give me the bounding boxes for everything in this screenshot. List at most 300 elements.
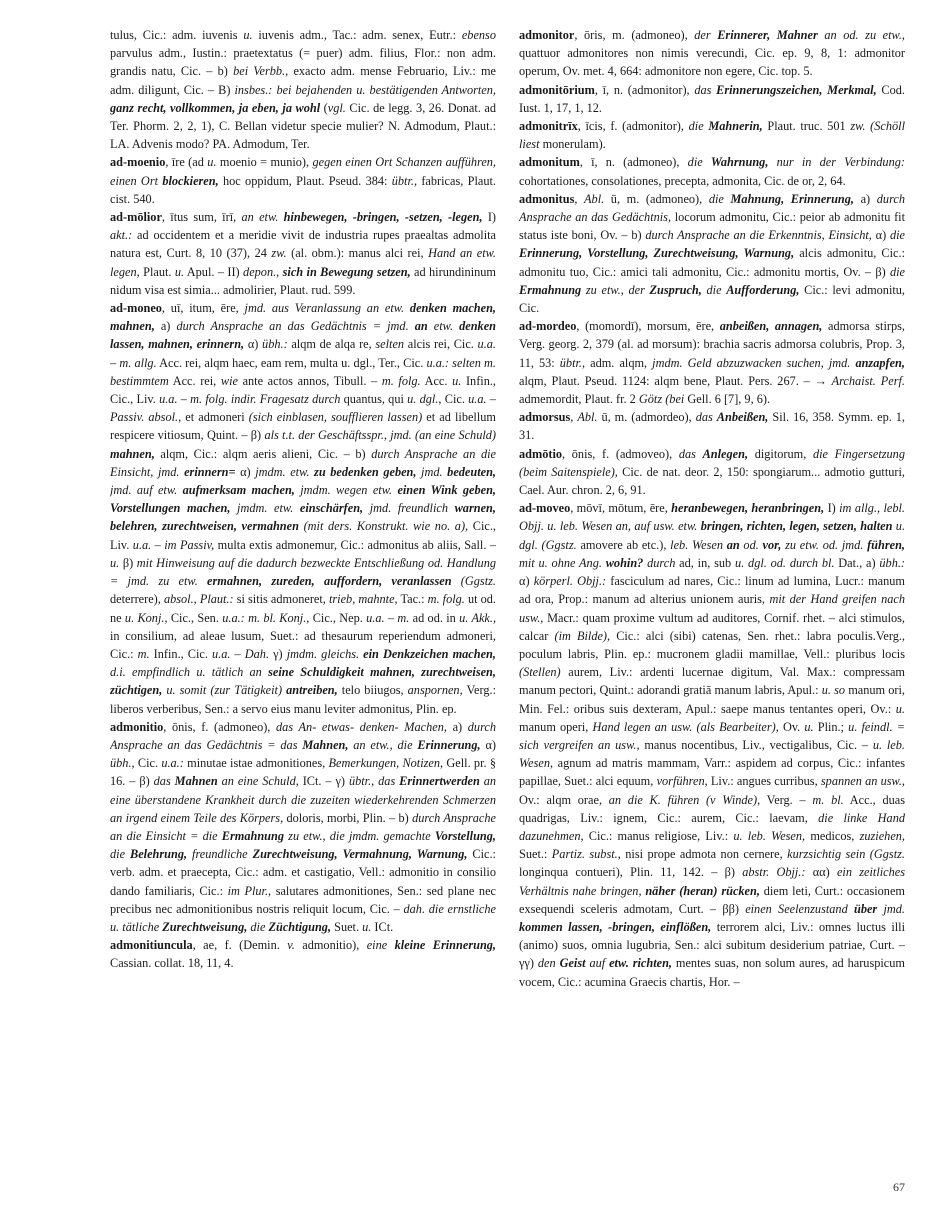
italic-text: übtr., xyxy=(391,173,418,188)
italic-text: mit u. ohne Ang. xyxy=(519,555,606,570)
italic-text: das xyxy=(695,410,717,425)
entry-text: Cod. Iust. 1, 17, 1, 12. xyxy=(519,82,905,115)
entry-text: admorsa stirps, Verg. georg. 2, 379 (al. ad morsum): brachia sacris admorsa colubris, Prop. 3, 11, 53: xyxy=(519,319,905,370)
italic-text: Partiz. subst., xyxy=(551,847,621,862)
bold-italic-text: wohin? xyxy=(605,555,644,570)
entry-text: , mōvī, mōtum, ēre, xyxy=(570,501,672,516)
italic-text: jmd. xyxy=(416,464,448,479)
dictionary-entry xyxy=(110,718,496,936)
italic-text: Hand legen an usw. (als Bearbeiter), xyxy=(592,719,779,734)
italic-text: das An- etwas- denken- Machen, xyxy=(276,719,447,734)
entry-text: medicos, xyxy=(805,828,860,843)
entry-text: ICt. – γ) xyxy=(298,774,349,789)
bold-italic-text: an xyxy=(414,319,428,334)
entry-text: Acc., duas quadrigas, Liv.: ignem, Cic.: aurem, Cic.: laevam, xyxy=(519,792,905,825)
bold-italic-text: Erinnerer, Mahner xyxy=(717,28,818,42)
italic-text: jmd. aus Veranlassung an etw. xyxy=(244,301,410,316)
entry-text: salutares admonitiones, Sen.: sed plane nec precibus nec admonitionibus nostris reliquit locum, Cic. – xyxy=(110,883,496,916)
entry-text: γ) xyxy=(269,646,287,661)
italic-text: depon., xyxy=(243,264,283,279)
entry-text: I) xyxy=(824,501,840,516)
bold-italic-text: heranbewegen, heranbringen, xyxy=(671,501,825,516)
entry-text: amovere ab etc.), xyxy=(576,537,671,552)
headword: admonitio xyxy=(110,719,164,734)
bold-italic-text: Mahnung, Erinnerung, xyxy=(730,191,854,206)
italic-text: spannen an usw., xyxy=(820,774,905,789)
italic-text: den xyxy=(537,956,560,971)
italic-text: jmdm. etw. xyxy=(255,464,315,479)
entry-text: , ī, n. (admoneo), xyxy=(579,155,688,170)
entry-text: Verg. – xyxy=(760,792,813,807)
entry-text: hoc oppidum, Plaut. Pseud. 384: xyxy=(218,173,392,188)
italic-text: u. xyxy=(110,555,120,570)
entry-text: quattuor admonitores non nimis verecundi, Cic. ep. 9, 8, 1: admonitor operum, Ov. met. 4, 664: admonitore non egere, Cic. top. 5. xyxy=(519,46,905,79)
bold-italic-text: etw. richten, xyxy=(605,956,672,971)
italic-text: durch Ansprache an das Gedächtnis = jmd. xyxy=(176,319,415,334)
entry-text: Cic.: manus religiose, Liv.: xyxy=(583,828,734,843)
entry-text: alcis admonitu, Cic.: admonitu tuo, Cic.: amici tali admonitu, Cic.: admonitu mortis, Ov. – β) xyxy=(519,246,905,279)
entry-text: manus nocentibus, Liv., vectigalibus, Cic. – xyxy=(639,737,873,752)
bold-italic-text: anbeißen, annagen, xyxy=(719,319,823,334)
entry-text: Plaut. truc. 501 xyxy=(762,119,851,134)
entry-text: admemordit, Plaut. fr. 2 xyxy=(519,392,639,407)
headword: admonitōrium xyxy=(519,82,595,97)
bold-italic-text: führen, xyxy=(867,537,905,552)
italic-text: Abl. xyxy=(577,410,598,425)
entry-text: telo biiugos, xyxy=(337,683,408,698)
entry-text: Cic. de legg. 3, 26. Donat. ad Ter. Phorm. 2, 2, 1), C. Bellan videtur specie mulier? N. Admodum, Plaut.: LA. Advenis modo? PA. Admodum, Ter. xyxy=(110,100,496,152)
italic-text: u.a. – m. folg. indir. Fragesatz durch xyxy=(159,392,341,407)
dictionary-entry xyxy=(110,299,496,718)
italic-text: die xyxy=(889,228,905,243)
entry-text: ad od. in xyxy=(409,610,460,625)
italic-text: die xyxy=(701,282,727,297)
dictionary-entry xyxy=(519,408,905,444)
italic-text: abstr. Objj.: xyxy=(742,865,806,880)
italic-text: durch Ansprache an die Einsicht, jmd. xyxy=(110,446,496,479)
bold-italic-text: aufmerksam machen, xyxy=(182,483,295,498)
italic-text: die xyxy=(110,847,130,862)
bold-italic-text: anzapfen, xyxy=(855,355,905,370)
headword: admōtio xyxy=(519,446,563,461)
entry-text: a) xyxy=(446,719,468,734)
entry-text: quantus, qui xyxy=(340,392,408,407)
headword: ad-moneo xyxy=(110,301,162,316)
italic-text: als t.t. der Geschäftsspr., jmd. (an eine Schuld) xyxy=(264,428,496,443)
italic-text: die Fingersetzung (beim Saitenspiele), xyxy=(519,446,905,479)
bold-italic-text: Ermahnung xyxy=(519,282,582,297)
italic-text: die xyxy=(687,155,711,170)
bold-italic-text: seine Schuldigkeit mahnen, zurechtweisen, züchtigen, xyxy=(110,665,496,698)
entry-text: doloris, morbi, Plin. – b) xyxy=(283,810,413,825)
italic-text: Bemerkungen, Notizen, xyxy=(328,756,444,771)
entry-text: Sil. 16, 358. Symm. ep. 1, 31. xyxy=(519,410,905,443)
entry-text: et ad libellum respicere vitiosum, Quint. – β) xyxy=(110,410,496,443)
entry-text: Suet.: xyxy=(519,847,552,862)
entry-text: mentes suas, non solum aures, ad haruspicum vocem, Cic.: acumina Graecis chartis, Hor. – xyxy=(519,956,905,989)
italic-text: durch Ansprache an die Einsicht = die xyxy=(110,810,496,843)
italic-text: zu etw. od. jmd. xyxy=(781,537,868,552)
entry-text: ad hirundininum nidum visa est simia... admolirier, Plaut. rud. 599. xyxy=(110,264,496,297)
entry-text: tulus, Cic.: adm. iuvenis xyxy=(110,28,244,42)
italic-text: ebenso xyxy=(461,28,496,42)
bold-italic-text: sich in Bewegung setzen, xyxy=(282,264,411,279)
italic-text: zu etw., die jmdm. gemachte xyxy=(284,828,435,843)
entry-text: , īcis, f. (admonitor), xyxy=(577,119,689,134)
italic-text: zuziehen, xyxy=(859,828,905,843)
italic-text: v. xyxy=(287,938,295,953)
entry-text: deterrere), xyxy=(110,592,164,607)
dictionary-entry xyxy=(519,153,905,189)
italic-text: u. so xyxy=(821,683,846,698)
entry-text: Gell. pr. § 16. – β) xyxy=(110,756,496,789)
bold-italic-text: denken lassen, mahnen, erinnern, xyxy=(110,319,496,352)
entry-text: ( xyxy=(320,100,328,115)
entry-text: a) xyxy=(853,191,877,206)
italic-text: im allg., lebl. Objj. u. leb. Wesen an, auf usw. etw. xyxy=(519,501,905,534)
entry-text: Cic. xyxy=(441,392,469,407)
bold-italic-text: hinbewegen, -bringen, -setzen, -legen, xyxy=(283,210,483,225)
italic-text: an eine Schuld, xyxy=(217,774,299,789)
entry-text: ICt. xyxy=(371,919,394,934)
entry-text: , ītus sum, īrī, xyxy=(161,210,242,225)
entry-text: α) xyxy=(871,228,890,243)
italic-text: anspornen, xyxy=(407,683,463,698)
italic-text: übtr., xyxy=(559,355,586,370)
italic-text: jmdm. Geld abzuzwacken suchen, jmd. xyxy=(652,355,856,370)
entry-text: Liv.: angues curribus, xyxy=(707,774,821,789)
entry-text: ante actos annos, Tibull. – xyxy=(237,373,382,388)
italic-text: einen Seelenzustand xyxy=(745,901,854,916)
italic-text: selten xyxy=(375,337,405,352)
bold-italic-text: Zurechtweisung, Vermahnung, Warnung, xyxy=(252,847,468,862)
entry-text: Acc. rei, alqm haec, eam rem, multa u. dgl., Ter., Cic. xyxy=(156,355,427,370)
italic-text: im Plur., xyxy=(227,883,272,898)
italic-text: jmdm. wegen etw. xyxy=(294,483,398,498)
italic-text: jmdm. etw. xyxy=(230,501,300,516)
entry-text: Plin.; xyxy=(813,719,849,734)
entry-text: Cic.: alci (sibi) catenas, Sen. rhet.: labra poculis.Verg., poculum labris, Plin. ep.: mucronem gladii mamillae, Vell.: pluribus locis xyxy=(519,628,905,661)
entry-text: Suet. xyxy=(331,919,363,934)
italic-text: u. xyxy=(174,264,185,279)
italic-text: jmd. auf etw. xyxy=(110,483,183,498)
italic-text: eine xyxy=(366,938,395,953)
italic-text: übh.: xyxy=(262,337,288,352)
entry-text: , īre (ad xyxy=(165,155,208,170)
entry-text: cohortationes, consolationes, precepta, admonita, Cic. de or, 2, 64. xyxy=(519,173,846,188)
entry-text: terrorem alci, Liv.: omnes luctus illi (animo) suos, omnia lugubria, Sen.: alci subitum desiderium patriae, Curt. – γγ) xyxy=(519,919,905,971)
italic-text: u.a. – m. xyxy=(366,610,410,625)
italic-text: an od. zu etw., xyxy=(817,28,905,42)
entry-text: exacto adm. mense Februario, Liv.: me adm. diligunt, Cic. – B) xyxy=(110,64,496,97)
italic-text: jmd. freundlich xyxy=(363,501,455,516)
bold-italic-text: einschärfen, xyxy=(299,501,364,516)
italic-text: die xyxy=(889,264,905,279)
italic-text: u. leb. Wesen, xyxy=(519,737,905,771)
italic-text: Hand an etw. legen, xyxy=(110,246,496,279)
italic-text: (Stellen) xyxy=(519,665,561,680)
entry-text: Macr.: quam proxime vultum ad auditores, Cornif. rhet. – alci stimulos, calcar xyxy=(519,610,905,643)
bold-italic-text: einen Wink geben, Vorstellungen machen, xyxy=(110,483,496,516)
italic-text: (sich einblasen, soufflieren lassen) xyxy=(248,410,423,425)
italic-text: kurzsichtig sein (Ggstz. xyxy=(787,847,905,862)
italic-text: Götz (bei xyxy=(638,392,685,407)
entry-text: αα) xyxy=(805,865,837,880)
entry-text: alcis rei, Cic. xyxy=(404,337,478,352)
entry-text: Cic., Liv. xyxy=(110,519,496,552)
bold-italic-text: bedeuten, xyxy=(447,464,496,479)
bold-italic-text: näher (heran) rücken, xyxy=(645,883,760,898)
bold-italic-text: Ermahnung xyxy=(221,828,285,843)
entry-text: et admoneri xyxy=(181,410,249,425)
italic-text: u.a. – im Passiv, xyxy=(132,537,215,552)
italic-text: u. dgl., xyxy=(407,392,442,407)
entry-text: Cic., Nep. xyxy=(309,610,367,625)
dictionary-entry xyxy=(519,81,905,117)
italic-text: u. Konj., xyxy=(124,610,168,625)
dictionary-entry xyxy=(110,936,496,972)
headword: admonitor xyxy=(519,28,575,42)
dictionary-entry xyxy=(519,26,905,81)
italic-text: bei Verbb., xyxy=(233,64,289,79)
italic-text: Abl. xyxy=(584,191,605,206)
bold-italic-text: Mahnen xyxy=(174,774,218,789)
entry-text: Cic. de nat. deor. 2, 150: spongiarum... admotio gutturi, Cael. Aur. chron. 2, 6, 91. xyxy=(519,464,905,498)
entry-text: , ōris, m. (admoneo), xyxy=(574,28,695,42)
entry-text: manum operi, xyxy=(519,719,593,734)
bold-italic-text: mahnen, xyxy=(110,446,155,461)
entry-text: monerulam). xyxy=(539,137,606,152)
italic-text: etw. xyxy=(427,319,460,334)
italic-text: mit der Hand greifen nach usw., xyxy=(519,592,905,625)
headword: admonitum xyxy=(519,155,580,170)
italic-text: jmd. xyxy=(877,901,905,916)
bold-italic-text: erinnern= xyxy=(184,464,236,479)
dictionary-entry xyxy=(519,445,905,500)
italic-text: auf xyxy=(585,956,606,971)
bold-italic-text: Züchtigung, xyxy=(268,919,332,934)
entry-text: ū, m. (admoneo), xyxy=(604,191,709,206)
italic-text: u. xyxy=(362,919,372,934)
entry-text: digitorum, xyxy=(748,446,813,461)
bold-italic-text: denken machen, mahnen, xyxy=(110,301,496,334)
bold-italic-text: vor, xyxy=(762,537,782,552)
italic-text: übtr., das xyxy=(348,774,400,789)
entry-text: Gell. 6 [7], 9, 6). xyxy=(684,392,771,407)
page-number: 67 xyxy=(893,1180,905,1194)
bold-italic-text: Belehrung, xyxy=(130,847,188,862)
italic-text: das xyxy=(153,774,175,789)
entry-text: alqm de alqa re, xyxy=(287,337,376,352)
italic-text: u. somit (zur Tätigkeit) xyxy=(162,683,287,698)
entry-text: nisi prope admota non cernere, xyxy=(620,847,788,862)
entry-text: Cic. xyxy=(134,756,162,771)
bold-italic-text: Anlegen, xyxy=(702,446,749,461)
entry-text: si sitis admoneret, xyxy=(233,592,329,607)
italic-text: die linke Hand dazunehmen, xyxy=(519,810,905,843)
italic-text: u. xyxy=(243,28,253,42)
headword: ad-mordeo xyxy=(519,319,577,334)
italic-text: körperl. Objj.: xyxy=(533,574,607,589)
bold-italic-text: ein Denkzeichen machen, xyxy=(363,646,496,661)
entry-text: α) xyxy=(244,337,263,352)
italic-text: u.a.: selten m. bestimmtem xyxy=(110,355,496,388)
italic-text: an die K. führen (v Winde), xyxy=(608,792,761,807)
italic-text: zw. xyxy=(271,246,287,261)
italic-text: (im Bilde), xyxy=(554,628,611,643)
italic-text: u.a. – Passiv. absol., xyxy=(110,392,496,425)
dictionary-entry xyxy=(519,499,905,990)
entry-text: Cic.: levi admonitu, Cic. xyxy=(519,282,905,316)
dictionary-entry xyxy=(110,26,496,153)
entry-text: multa extis admonemur, Cic.: admonitus ab aliis, Sall. – xyxy=(214,537,496,552)
entry-text: fasciculum ad nares, Cic.: linum ad lumina, Lucr.: manum ad ora, Prop.: manum ad alterius unionem auris, xyxy=(519,574,905,607)
italic-text: m. bl. xyxy=(812,792,844,807)
bold-italic-text: antreiben, xyxy=(286,683,338,698)
entry-text: α) xyxy=(235,464,256,479)
italic-text: durch Ansprache an das Gedächtnis, xyxy=(519,191,905,225)
dictionary-entry xyxy=(519,117,905,153)
entry-text: , ae, f. (Demin. xyxy=(192,938,288,953)
italic-text: → Archaist. Perf. xyxy=(814,373,905,388)
italic-text: trieb, mahnte, xyxy=(328,592,398,607)
entry-text: minutae istae admonitiones, xyxy=(183,756,329,771)
entry-text: iuvenis adm., Tac.: adm. senex, Eutr.: xyxy=(252,28,462,42)
entry-text: β) xyxy=(119,555,137,570)
entry-text: admonitio), xyxy=(294,938,367,953)
italic-text: u. xyxy=(207,155,217,170)
italic-text: insbes.: bei bejahenden u. bestätigenden Antworten, xyxy=(234,82,496,97)
entry-text: adm. alqm, xyxy=(585,355,653,370)
bold-italic-text: warnen, belehren, zurechtweisen, vermahnen xyxy=(110,501,496,534)
italic-text: vgl. xyxy=(327,100,346,115)
entry-text: ut od. ne xyxy=(110,592,496,625)
italic-text: zu etw., der xyxy=(581,282,650,297)
entry-text: , ōnis, f. (admoveo), xyxy=(562,446,679,461)
italic-text: absol., Plaut.: xyxy=(163,592,234,607)
italic-text: nur in der Verbindung: xyxy=(768,155,905,170)
bold-italic-text: Erinnerung, xyxy=(417,737,481,752)
entry-text: in consilium, ad aleae lusum, Suet.: ad thesaurum reperiendum admoneri, Cic.: xyxy=(110,628,496,661)
entry-text: Ov.: alqm orae, xyxy=(519,792,609,807)
entry-text: , ōnis, f. (admoneo), xyxy=(163,719,277,734)
italic-text: ein zeitliches Verhältnis nahe bringen, xyxy=(519,865,905,898)
italic-text: u. Akk., xyxy=(459,610,496,625)
entry-text: I) xyxy=(482,210,496,225)
italic-text: zw. (Schöll liest xyxy=(519,119,905,152)
entry-text: ad, in, sub xyxy=(675,555,736,570)
entry-text: , xyxy=(570,410,578,425)
entry-text: , ī, n. (admonitor), xyxy=(594,82,695,97)
italic-text: u. xyxy=(452,373,462,388)
entry-text: Infin., Cic. xyxy=(149,646,213,661)
italic-text: an eine überstandene Krankheit durch die zuzeiten wiederkehrenden Schmerzen an irgend einem Teile des Körpers, xyxy=(110,774,496,825)
headword: admorsus xyxy=(519,410,571,425)
italic-text: mit Hinweisung auf die dadurch bezweckte Entschließung od. Handlung = jmd. zu etw. xyxy=(110,555,496,589)
italic-text: übh., xyxy=(110,756,135,771)
italic-text: d.i. empfindlich u. tätlich an xyxy=(110,665,269,680)
italic-text: die xyxy=(688,119,709,134)
entry-text: , xyxy=(574,191,585,206)
entry-text: aurem, Liv.: ardenti lucernae digitum, Val. Max.: compressam manum pectori, Quint.: adorandi gratiā manum labris, Apul.: xyxy=(519,665,905,698)
headword: ad-moveo xyxy=(519,501,571,516)
entry-text: Plaut. xyxy=(139,264,175,279)
italic-text: freundliche xyxy=(187,847,253,862)
bold-italic-text: blockieren, xyxy=(162,173,219,188)
italic-text: m. xyxy=(137,646,150,661)
bold-italic-text: Anbeißen, xyxy=(716,410,769,425)
entry-text: Ov. xyxy=(778,719,805,734)
italic-text: u. feindl. = sich vergreifen an usw., xyxy=(519,719,905,752)
headword: admonitrīx xyxy=(519,119,578,134)
entry-text: Cic.: verb. adm. et praecepta, Cic.: adm. et castigatio, Vell.: admonitio in consilio dando familiaris, Cic.: xyxy=(110,847,496,898)
italic-text: u.a.: m. bl. Konj., xyxy=(222,610,310,625)
entry-text: , uī, itum, ēre, xyxy=(161,301,245,316)
italic-text: gegen einen Ort Schanzen aufführen, einen Ort xyxy=(110,155,496,188)
italic-text: durch xyxy=(643,555,676,570)
entry-text: Dat., a) xyxy=(834,555,880,570)
italic-text: an etw., die xyxy=(348,737,418,752)
italic-text: die xyxy=(708,191,731,206)
italic-text: akt.: xyxy=(110,228,133,243)
bold-italic-text: ganz recht, vollkommen, ja eben, ja wohl xyxy=(110,100,321,115)
italic-text: die xyxy=(247,919,269,934)
entry-text: agnum ad matris mammam, Varr.: aspidem ad corpus, Cic.: infantes papillae, Suet.: alci equum, xyxy=(519,756,905,789)
bold-italic-text: Wahrnung, xyxy=(710,155,769,170)
bold-italic-text: ermahnen, zureden, auffordern, veranlassen xyxy=(207,574,452,589)
dictionary-entry xyxy=(110,153,496,208)
italic-text: u.a.: xyxy=(161,756,184,771)
italic-text: (mit ders. Konstrukt. wie no. a), xyxy=(298,519,469,534)
italic-text: u.a. – Dah. xyxy=(212,646,270,661)
bold-italic-text: Aufforderung, xyxy=(726,282,800,297)
italic-text: durch Ansprache an die Erkenntnis, Einsicht, xyxy=(645,228,872,243)
entry-text: longinqua contueri), Plin. 11, 142. – β) xyxy=(519,865,743,880)
bold-italic-text: Zurechtweisung, xyxy=(162,919,248,934)
italic-text: der xyxy=(694,28,718,42)
bold-italic-text: Mahnerin, xyxy=(708,119,763,134)
entry-text: alqm, Cic.: alqm aeris alieni, Cic. – b) xyxy=(154,446,372,461)
entry-text: Tac.: xyxy=(397,592,428,607)
italic-text: u. dgl. (Ggstz. xyxy=(519,519,905,552)
italic-text: u. dgl. od. durch bl. xyxy=(735,555,835,570)
entry-text: manum ori, Min. Fel.: oribus suis dexteram, Apul.: saepe manus tentantes operi, Ov.: xyxy=(519,683,905,716)
entry-text: Infin., Cic., Liv. xyxy=(110,373,496,407)
italic-text: u. leb. Wesen, xyxy=(733,828,806,843)
italic-text: od. xyxy=(739,537,763,552)
italic-text: u. xyxy=(895,701,905,716)
italic-text: an etw. xyxy=(241,210,284,225)
headword: ad-moenio xyxy=(110,155,166,170)
entry-text: Acc. xyxy=(420,373,453,388)
entry-text: locorum admonitu, Cic.: peior ab admonitu fit status iste boni, Ov. – b) xyxy=(519,210,905,243)
bold-italic-text: Zuspruch, xyxy=(649,282,702,297)
entry-text: Verg.: liberos verberibus, Sen.: a servo eius manu leviter admonitus, Plin. ep. xyxy=(110,683,496,716)
italic-text: (Ggstz. xyxy=(451,574,496,589)
dictionary-entry xyxy=(110,208,496,299)
bold-italic-text: an xyxy=(726,537,740,552)
headword: admonitus xyxy=(519,191,575,206)
bold-italic-text: Vorstellung, xyxy=(434,828,496,843)
italic-text: leb. Wesen xyxy=(670,537,727,552)
italic-text: das xyxy=(694,82,717,97)
entry-text: , (momordī), morsum, ēre, xyxy=(576,319,720,334)
italic-text: wie xyxy=(220,373,238,388)
italic-text: vorführen, xyxy=(656,774,708,789)
headword: admonitiuncula xyxy=(110,938,193,953)
bold-italic-text: kommen lassen, -bringen, einflößen, xyxy=(519,919,712,934)
bold-italic-text: kleine Erinnerung, xyxy=(394,938,496,953)
